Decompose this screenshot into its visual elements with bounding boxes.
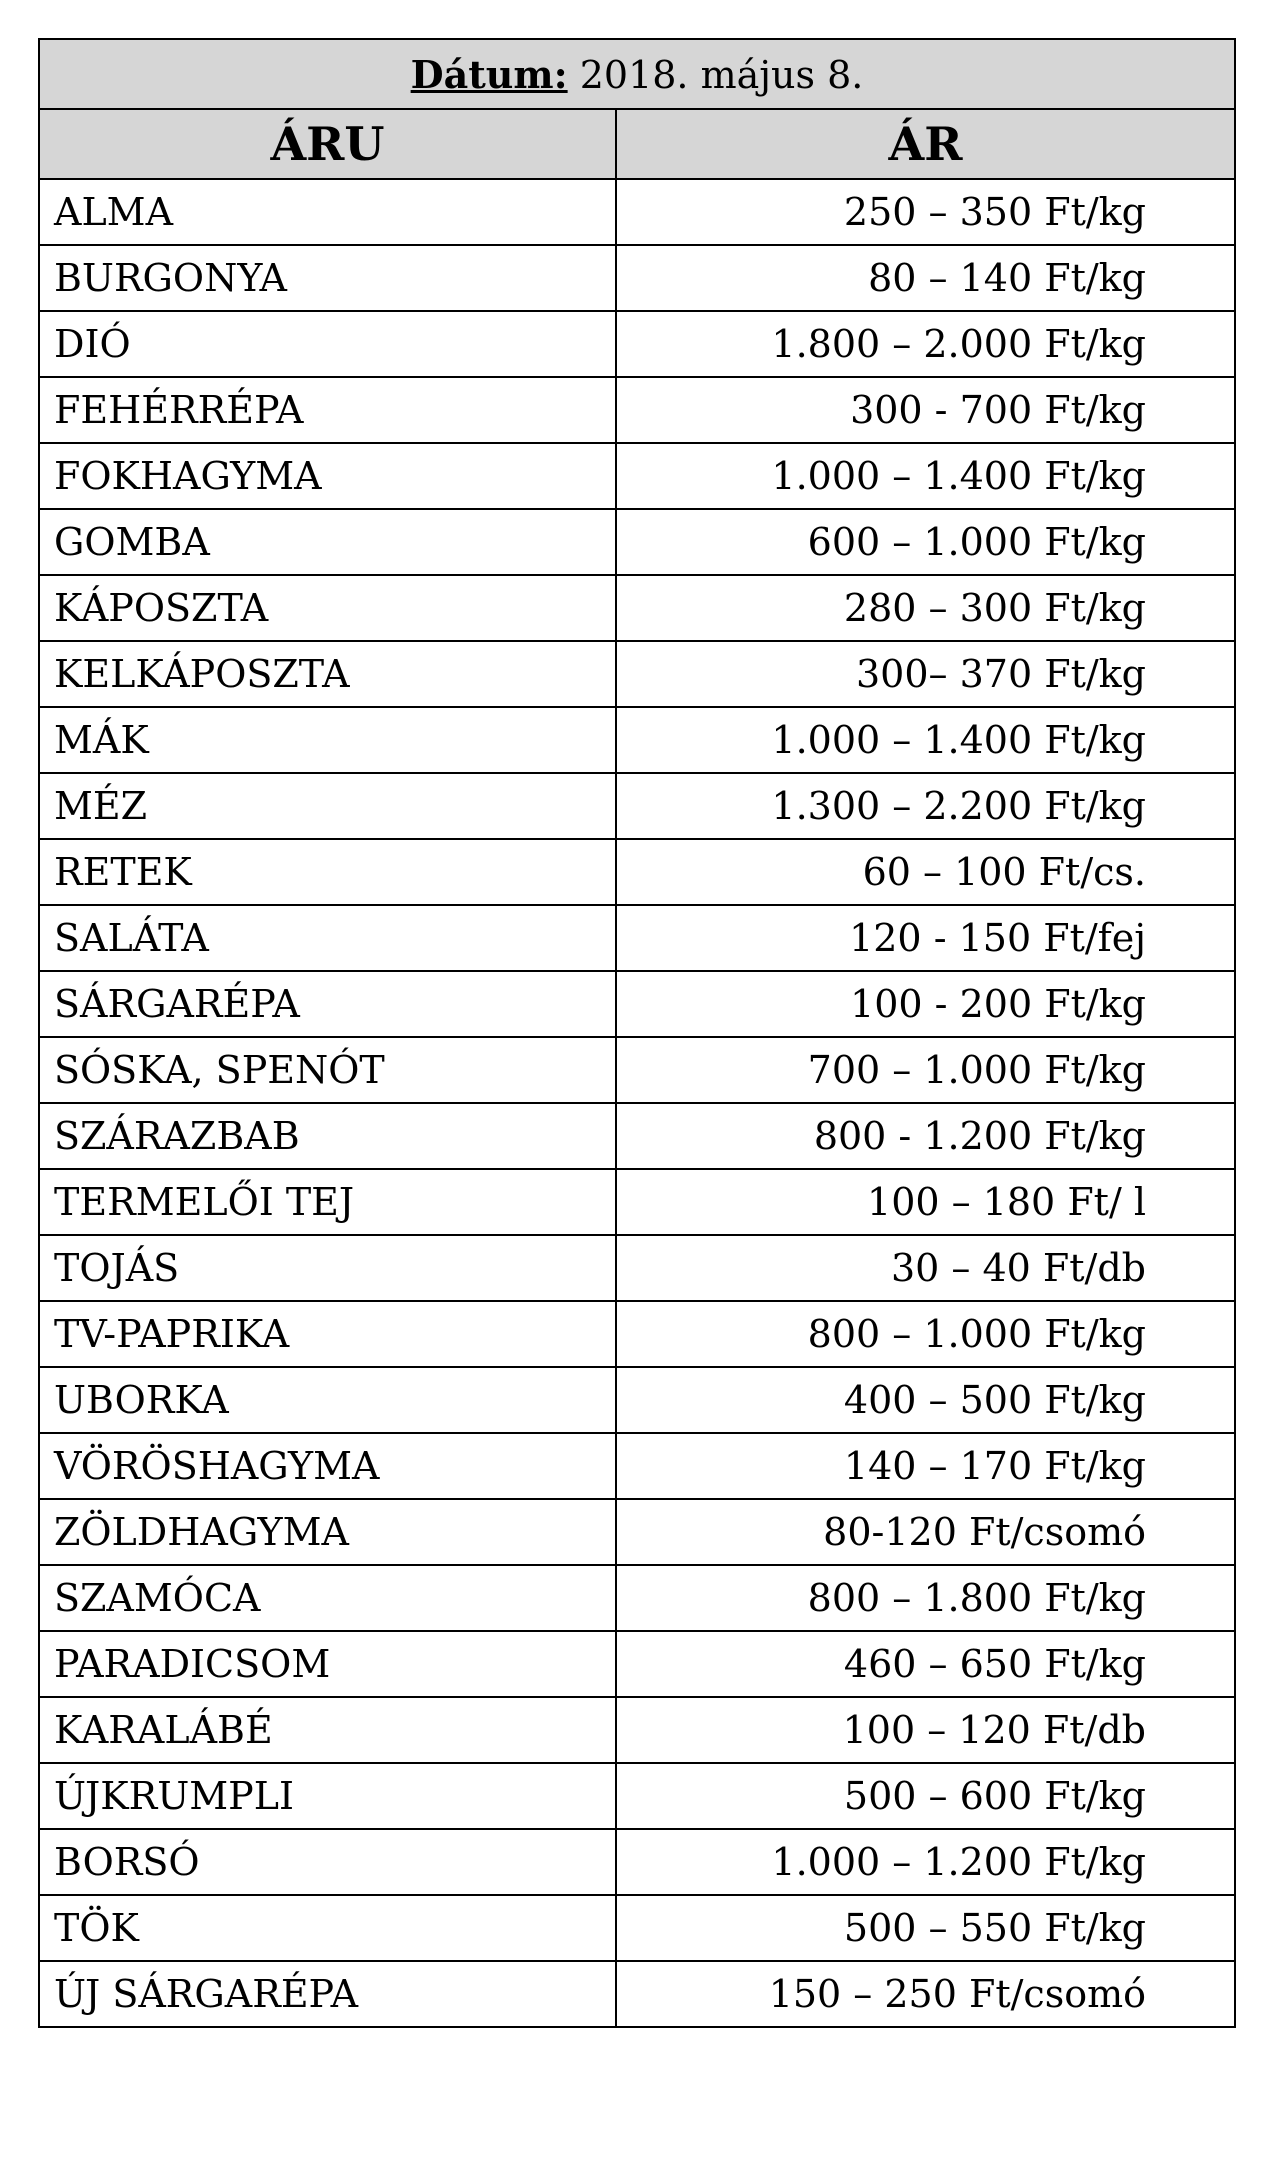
- item-name: TÖK: [39, 1895, 616, 1961]
- table-row: [39, 1961, 1235, 2027]
- table-row: [39, 1631, 1235, 1697]
- table-row: [39, 641, 1235, 707]
- date-label: Dátum:: [410, 51, 568, 97]
- item-name: SALÁTA: [39, 905, 616, 971]
- price-rows: [39, 179, 1235, 2027]
- table-row: [39, 1697, 1235, 1763]
- table-row: [39, 1235, 1235, 1301]
- item-price: 140 – 170 Ft/kg: [616, 1433, 1235, 1499]
- price-table: [38, 38, 1236, 2028]
- table-row: [39, 1433, 1235, 1499]
- item-name: KARALÁBÉ: [39, 1697, 616, 1763]
- table-row: [39, 311, 1235, 377]
- item-price: 1.000 – 1.200 Ft/kg: [616, 1829, 1235, 1895]
- item-name: SZAMÓCA: [39, 1565, 616, 1631]
- item-name: DIÓ: [39, 311, 616, 377]
- item-name: ÚJKRUMPLI: [39, 1763, 616, 1829]
- item-price: 300 - 700 Ft/kg: [616, 377, 1235, 443]
- table-row: [39, 1829, 1235, 1895]
- item-price: 80 – 140 Ft/kg: [616, 245, 1235, 311]
- item-price: 800 - 1.200 Ft/kg: [616, 1103, 1235, 1169]
- item-name: SÁRGARÉPA: [39, 971, 616, 1037]
- item-name: BURGONYA: [39, 245, 616, 311]
- item-price: 120 - 150 Ft/fej: [616, 905, 1235, 971]
- table-row: [39, 1895, 1235, 1961]
- item-name: PARADICSOM: [39, 1631, 616, 1697]
- column-header-row: [39, 109, 1235, 179]
- item-price: 80-120 Ft/csomó: [616, 1499, 1235, 1565]
- item-name: ÚJ SÁRGARÉPA: [39, 1961, 616, 2027]
- item-name: TOJÁS: [39, 1235, 616, 1301]
- item-price: 600 – 1.000 Ft/kg: [616, 509, 1235, 575]
- item-price: 250 – 350 Ft/kg: [616, 179, 1235, 245]
- item-name: TV-PAPRIKA: [39, 1301, 616, 1367]
- item-price: 100 - 200 Ft/kg: [616, 971, 1235, 1037]
- item-name: MÁK: [39, 707, 616, 773]
- table-row: [39, 1037, 1235, 1103]
- item-name: ALMA: [39, 179, 616, 245]
- table-row: [39, 1763, 1235, 1829]
- item-price: 100 – 120 Ft/db: [616, 1697, 1235, 1763]
- column-header-item: ÁRU: [39, 109, 616, 179]
- item-name: UBORKA: [39, 1367, 616, 1433]
- item-name: BORSÓ: [39, 1829, 616, 1895]
- item-price: 800 – 1.000 Ft/kg: [616, 1301, 1235, 1367]
- item-price: 500 – 550 Ft/kg: [616, 1895, 1235, 1961]
- item-price: 30 – 40 Ft/db: [616, 1235, 1235, 1301]
- item-name: FEHÉRRÉPA: [39, 377, 616, 443]
- item-name: VÖRÖSHAGYMA: [39, 1433, 616, 1499]
- item-name: MÉZ: [39, 773, 616, 839]
- item-price: 500 – 600 Ft/kg: [616, 1763, 1235, 1829]
- table-row: [39, 377, 1235, 443]
- item-name: RETEK: [39, 839, 616, 905]
- item-price: 1.800 – 2.000 Ft/kg: [616, 311, 1235, 377]
- item-name: TERMELŐI TEJ: [39, 1169, 616, 1235]
- item-name: SZÁRAZBAB: [39, 1103, 616, 1169]
- item-price: 800 – 1.800 Ft/kg: [616, 1565, 1235, 1631]
- item-price: 100 – 180 Ft/ l: [616, 1169, 1235, 1235]
- table-row: [39, 1499, 1235, 1565]
- table-row: [39, 443, 1235, 509]
- table-row: [39, 179, 1235, 245]
- table-row: [39, 839, 1235, 905]
- item-name: GOMBA: [39, 509, 616, 575]
- item-price: 1.000 – 1.400 Ft/kg: [616, 707, 1235, 773]
- table-row: [39, 1103, 1235, 1169]
- item-price: 400 – 500 Ft/kg: [616, 1367, 1235, 1433]
- item-name: FOKHAGYMA: [39, 443, 616, 509]
- table-row: [39, 245, 1235, 311]
- table-row: [39, 1367, 1235, 1433]
- item-price: 1.300 – 2.200 Ft/kg: [616, 773, 1235, 839]
- table-row: [39, 971, 1235, 1037]
- item-name: KELKÁPOSZTA: [39, 641, 616, 707]
- date-value: 2018. május 8.: [579, 52, 864, 97]
- table-row: [39, 905, 1235, 971]
- item-name: KÁPOSZTA: [39, 575, 616, 641]
- table-row: [39, 1565, 1235, 1631]
- table-row: [39, 509, 1235, 575]
- date-cell: [39, 39, 1235, 109]
- item-name: SÓSKA, SPENÓT: [39, 1037, 616, 1103]
- item-price: 60 – 100 Ft/cs.: [616, 839, 1235, 905]
- item-price: 1.000 – 1.400 Ft/kg: [616, 443, 1235, 509]
- table-row: [39, 707, 1235, 773]
- item-price: 460 – 650 Ft/kg: [616, 1631, 1235, 1697]
- item-price: 150 – 250 Ft/csomó: [616, 1961, 1235, 2027]
- item-name: ZÖLDHAGYMA: [39, 1499, 616, 1565]
- item-price: 280 – 300 Ft/kg: [616, 575, 1235, 641]
- item-price: 300– 370 Ft/kg: [616, 641, 1235, 707]
- table-row: [39, 575, 1235, 641]
- date-row: [39, 39, 1235, 109]
- table-row: [39, 1169, 1235, 1235]
- column-header-price: ÁR: [616, 109, 1235, 179]
- item-price: 700 – 1.000 Ft/kg: [616, 1037, 1235, 1103]
- table-row: [39, 1301, 1235, 1367]
- table-row: [39, 773, 1235, 839]
